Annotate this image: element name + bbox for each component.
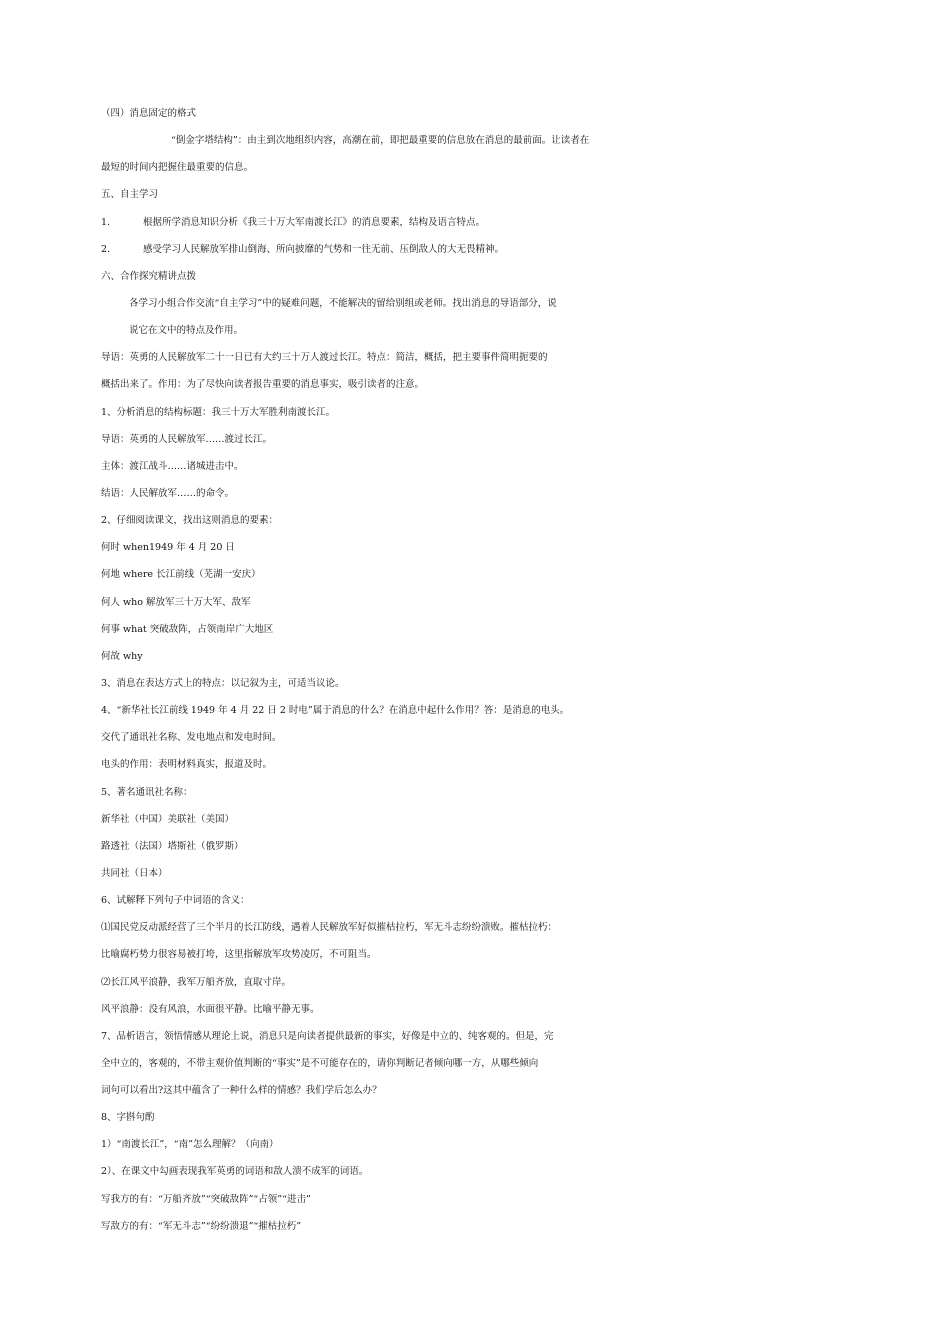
paragraph-line: 风平浪静：没有风浪，水面很平静。比喻平静无事。 <box>101 1003 320 1015</box>
paragraph-line: 说它在文中的特点及作用。 <box>129 325 244 337</box>
paragraph-line: 新华社（中国）美联社（美国） <box>101 813 235 825</box>
item-number: 2. <box>101 243 111 255</box>
paragraph-line: 6、试解释下列句子中词语的含义： <box>101 895 250 907</box>
paragraph-line: 何事 what 突破敌阵，占领南岸广大地区 <box>101 623 274 635</box>
numbered-item <box>0 236 950 263</box>
paragraph-line: ⑵长江风平浪静，我军万船齐放，直取寸岸。 <box>101 976 292 988</box>
paragraph-line: 何时 when1949 年 4 月 20 日 <box>101 542 235 554</box>
paragraph-line: 词句可以看出?这其中蕴含了一种什么样的情感？我们学后怎么办？ <box>101 1085 382 1097</box>
paragraph-line: 主体：渡江战斗……诸城进击中。 <box>101 460 244 472</box>
paragraph-line: 何人 who 解放军三十万大军、敌军 <box>101 596 251 608</box>
paragraph-line: 2）、在课文中勾画表现我军英勇的词语和敌人溃不成军的词语。 <box>101 1166 369 1178</box>
paragraph-line: 4、“新华社长江前线 1949 年 4 月 22 日 2 时电”属于消息的什么？在消息中起什么作用？答：是消息的电头。 <box>101 705 570 717</box>
section-heading: 五、自主学习 <box>101 189 159 201</box>
paragraph-line: 概括出来了。作用：为了尽快向读者报告重要的消息事实，吸引读者的注意。 <box>101 379 425 391</box>
paragraph-line: 5、著名通讯社名称： <box>101 786 193 798</box>
paragraph-line: 写敌方的有：“军无斗志”“纷纷溃退”“摧枯拉朽” <box>101 1220 302 1232</box>
item-number: 1. <box>101 216 111 228</box>
paragraph-line: 电头的作用：表明材料真实，报道及时。 <box>101 759 273 771</box>
paragraph-line: 比喻腐朽势力很容易被打垮，这里指解放军攻势凌厉，不可阻当。 <box>101 949 377 961</box>
numbered-item <box>0 209 950 236</box>
paragraph-line: “倒金字塔结构”：由主到次地组织内容，高潮在前，即把最重要的信息放在消息的最前面。让读者在 <box>171 135 590 147</box>
paragraph-line: 2、仔细阅读课文，找出这则消息的要素： <box>101 515 279 527</box>
paragraph-line: 8、字斟句酌 <box>101 1112 155 1124</box>
paragraph-line: 结语：人民解放军……的命令。 <box>101 487 235 499</box>
paragraph-line: 写我方的有：“万船齐放”“突破敌阵”“占领”“进击” <box>101 1193 311 1205</box>
paragraph-line: 导语：英勇的人民解放军二十一日已有大约三十万人渡过长江。特点：简洁，概括，把主要事件简明扼要的 <box>101 352 548 364</box>
paragraph-line: 路透社（法国）塔斯社（俄罗斯） <box>101 840 244 852</box>
document-page <box>0 100 950 1240</box>
item-text: 根据所学消息知识分析《我三十万大军南渡长江》的消息要素，结构及语言特点。 <box>143 216 486 228</box>
paragraph-line: 7、品析语言，领悟情感从理论上说，消息只是向读者提供最新的事实，好像是中立的、纯客观的。但是，完 <box>101 1030 554 1042</box>
paragraph-line: ⑴国民党反动派经营了三个半月的长江防线，遇着人民解放军好似摧枯拉朽，军无斗志纷纷溃败。摧枯拉朽： <box>101 922 558 934</box>
paragraph-line: 1）“南渡长江”，“南”怎么理解？（向南） <box>101 1139 279 1151</box>
paragraph-line: 交代了通讯社名称、发电地点和发电时间。 <box>101 732 282 744</box>
item-text: 感受学习人民解放军排山倒海、所向披靡的气势和一往无前、压倒敌人的大无畏精神。 <box>143 243 505 255</box>
paragraph-line: 各学习小组合作交流“自主学习”中的疑难问题，不能解决的留给别组或老师。找出消息的导语部分，说 <box>129 297 557 309</box>
section-heading: 六、合作探究精讲点拨 <box>101 270 197 282</box>
paragraph-line: 何故 why <box>101 650 143 662</box>
paragraph-line: 最短的时间内把握住最重要的信息。 <box>101 162 254 174</box>
paragraph-line: 共同社（日本） <box>101 867 168 879</box>
paragraph-line: 何地 where 长江前线（芜湖一安庆） <box>101 569 261 581</box>
paragraph-line: 全中立的，客观的，不带主观价值判断的“事实”是不可能存在的，请你判断记者倾向哪一方，从哪些倾向 <box>101 1057 539 1069</box>
paragraph-line: 3、消息在表达方式上的特点：以记叙为主，可适当议论。 <box>101 677 345 689</box>
paragraph-line: 1、分析消息的结构标题：我三十万大军胜利南渡长江。 <box>101 406 336 418</box>
paragraph-line: 导语：英勇的人民解放军……渡过长江。 <box>101 433 273 445</box>
section-heading: （四）消息固定的格式 <box>101 108 197 119</box>
